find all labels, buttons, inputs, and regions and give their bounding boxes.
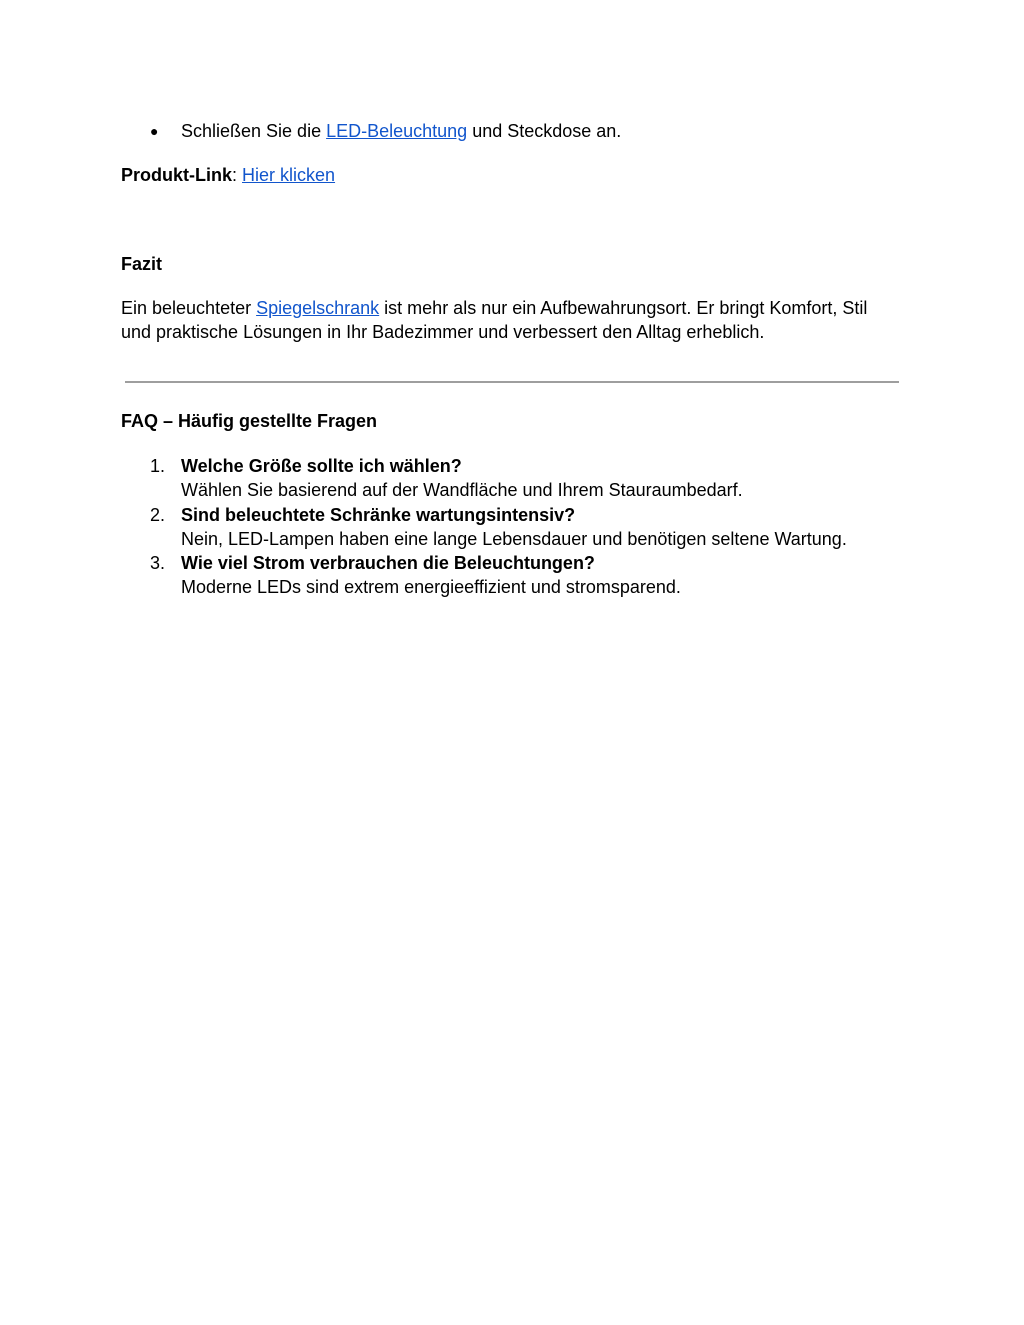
faq-answer: Moderne LEDs sind extrem energieeffizient und stromsparend.: [181, 577, 681, 597]
faq-answer: Nein, LED-Lampen haben eine lange Lebensdauer und benötigen seltene Wartung.: [181, 529, 847, 549]
faq-answer: Wählen Sie basierend auf der Wandfläche und Ihrem Stauraumbedarf.: [181, 480, 743, 500]
faq-item-number: 1.: [150, 456, 166, 476]
spiegelschrank-link[interactable]: Spiegelschrank: [256, 298, 380, 318]
fazit-text-after: ist mehr als nur ein Aufbewahrungsort. Er bringt Komfort, Stil: [379, 298, 868, 318]
faq-question: Sind beleuchtete Schränke wartungsintensiv?: [181, 505, 576, 525]
faq-question: Wie viel Strom verbrauchen die Beleuchtungen?: [181, 553, 595, 573]
bullet-text-before: Schließen Sie die: [181, 121, 327, 141]
product-link-separator: :: [232, 165, 243, 185]
fazit-paragraph-line-2: und praktische Lösungen in Ihr Badezimmer und verbessert den Alltag erheblich.: [121, 322, 765, 342]
fazit-text-before: Ein beleuchteter: [121, 298, 257, 318]
faq-item-number: 3.: [150, 553, 166, 573]
product-link-line: [121, 163, 335, 187]
bullet-marker: ●: [150, 123, 159, 139]
fazit-paragraph-line-1: [121, 296, 867, 320]
faq-heading: FAQ – Häufig gestellte Fragen: [121, 411, 378, 431]
led-beleuchtung-link[interactable]: LED-Beleuchtung: [326, 121, 468, 141]
hier-klicken-link[interactable]: Hier klicken: [242, 165, 336, 185]
faq-item-number: 2.: [150, 505, 166, 525]
fazit-heading: Fazit: [121, 254, 163, 274]
faq-question: Welche Größe sollte ich wählen?: [181, 456, 462, 476]
bullet-list-item: [181, 119, 621, 143]
horizontal-divider: [125, 381, 899, 383]
product-link-label: Produkt-Link: [121, 165, 232, 185]
bullet-text-after: und Steckdose an.: [467, 121, 622, 141]
